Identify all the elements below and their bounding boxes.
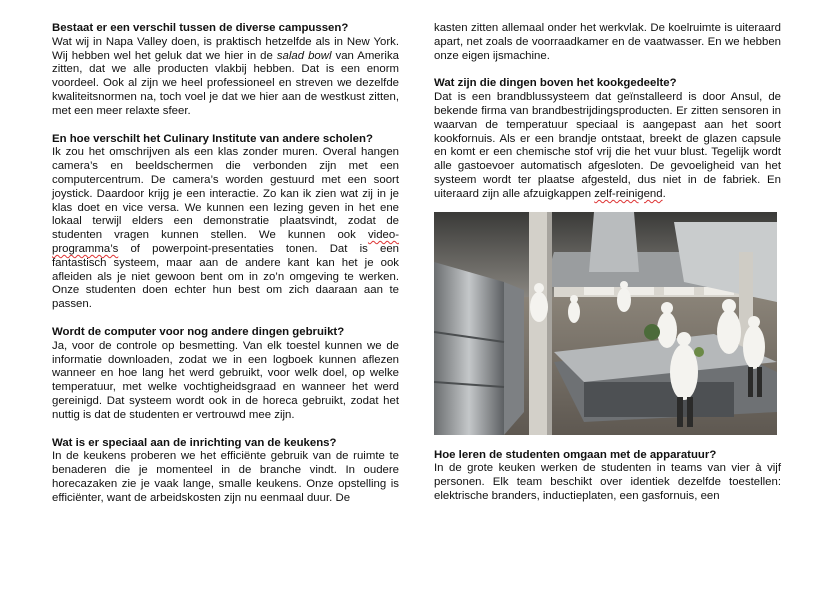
paragraph-continuation: kasten zitten allemaal onder het werkvlak. De koelruimte is uiteraard apart, net zoals de voorraadkamer en de vaatwasser. En we hebben onze eigen ijsmachine.	[434, 22, 781, 62]
heading-other-schools: En hoe verschilt het Culinary Institute van andere scholen?	[52, 132, 373, 145]
paragraph-other-schools	[52, 146, 399, 312]
emphasis-text: salad bowl	[276, 49, 332, 62]
heading-computer: Wordt de computer voor nog andere dingen gebruikt?	[52, 325, 345, 338]
kitchen-photo	[434, 212, 777, 435]
left-column	[52, 22, 399, 520]
text-span: Dat is een brandblussysteem dat geïnstalleerd is door Ansul, de bekende firma van brandbestrijdingsproducten. Er zitten sensoren in waarvan de temperatuur speciaal is aangepast aan het soort kookfornuis. Als er een brandje ontstaat, breekt de glazen capsule en komt er een chemische stof vrij die het vuur blust. Tegelijk wordt alle gastoevoer automatisch afgesloten. De gevoeligheid van het systeem wordt ter plaatse afgesteld, dus niet in de fabriek. En uiteraard zijn alle afzuigkappen	[434, 91, 781, 200]
heading-campuses: Bestaat er een verschil tussen de diverse campussen?	[52, 22, 349, 34]
text-span: .	[662, 187, 666, 200]
paragraph-fire-system	[434, 91, 781, 201]
section-continuation	[434, 22, 781, 63]
heading-kitchens: Wat is er speciaal aan de inrichting van de keukens?	[52, 436, 337, 449]
heading-fire-system: Wat zijn die dingen boven het kookgedeelte?	[434, 77, 677, 90]
spellcheck-word: zelf-reinigend	[594, 187, 663, 200]
text-span: Wat wij in Napa Valley doen, is praktisch hetzelfde als in New York. Wij hebben wel het geluk dat we hier in de	[52, 35, 399, 62]
text-span: Ik zou het omschrijven als een klas zonder muren. Overal hangen camera’s en beeldschermen die verbonden zijn met een computercentrum. De camera’s worden gestuurd met een soort joystick. Daardoor krijg je een interactie. Zo kan ik zien wat zij in je klas doet en vice versa. We kunnen een lezing geven in het ene lokaal terwijl elders een demonstratie plaatsvindt, zodat de studenten vragen kunnen stellen. We kunnen ook	[52, 146, 399, 242]
paragraph-campuses	[52, 36, 399, 119]
text-span: of powerpoint-presentaties tonen. Dat is een fantastisch systeem, maar aan de andere kant kan het je ook afleiden als je niet gewoon bent om in zo’n omgeving te werken. Onze studenten doen echter hun best om zich daaraan aan te passen.	[52, 242, 399, 311]
section-equipment	[434, 449, 781, 504]
section-other-schools	[52, 133, 399, 312]
section-fire-system	[434, 77, 781, 201]
heading-equipment: Hoe leren de studenten omgaan met de apparatuur?	[434, 448, 717, 461]
section-computer	[52, 326, 399, 423]
paragraph-equipment: In de grote keuken werken de studenten in teams van vier à vijf personen. Elk team beschikt over identiek dezelfde toestellen: elektrische branders, inductieplaten, een gasfornuis, een	[434, 462, 781, 502]
paragraph-computer: Ja, voor de controle op besmetting. Van elk toestel kunnen we de informatie downloaden, zodat we in een logboek kunnen aflezen wanneer en hoe lang het werd gebruikt, voor welk doel, op welke temperatuur, met welke vochtigheidsgraad en wanneer het werd gereinigd. Dat systeem wordt ook in de horeca gebruikt, zodat het nuttig is dat de studenten er vertrouwd mee zijn.	[52, 339, 399, 421]
right-column	[434, 22, 781, 518]
kitchen-photo-illustration	[434, 212, 777, 435]
section-kitchens	[52, 437, 399, 506]
spellcheck-word: video-programma’s	[52, 229, 399, 255]
section-campuses	[52, 22, 399, 119]
text-span: van Amerika zitten, dat we alle producten vlakbij hebben. Dat is een enorm voordeel. Ook al zijn we heel professioneel en streven we dezelfde kwaliteitsnormen na, toch voel je dat we hier aan de westkust zitten, met een meer relaxte sfeer.	[52, 49, 399, 117]
paragraph-kitchens: In de keukens proberen we het efficiënte gebruik van de ruimte te benaderen die je momenteel in de branche vindt. In oudere horecazaken zie je vaak lange, smalle keukens. Onze opstelling is efficiënter, want de arbeidskosten zijn nu eenmaal duur. De	[52, 450, 399, 504]
